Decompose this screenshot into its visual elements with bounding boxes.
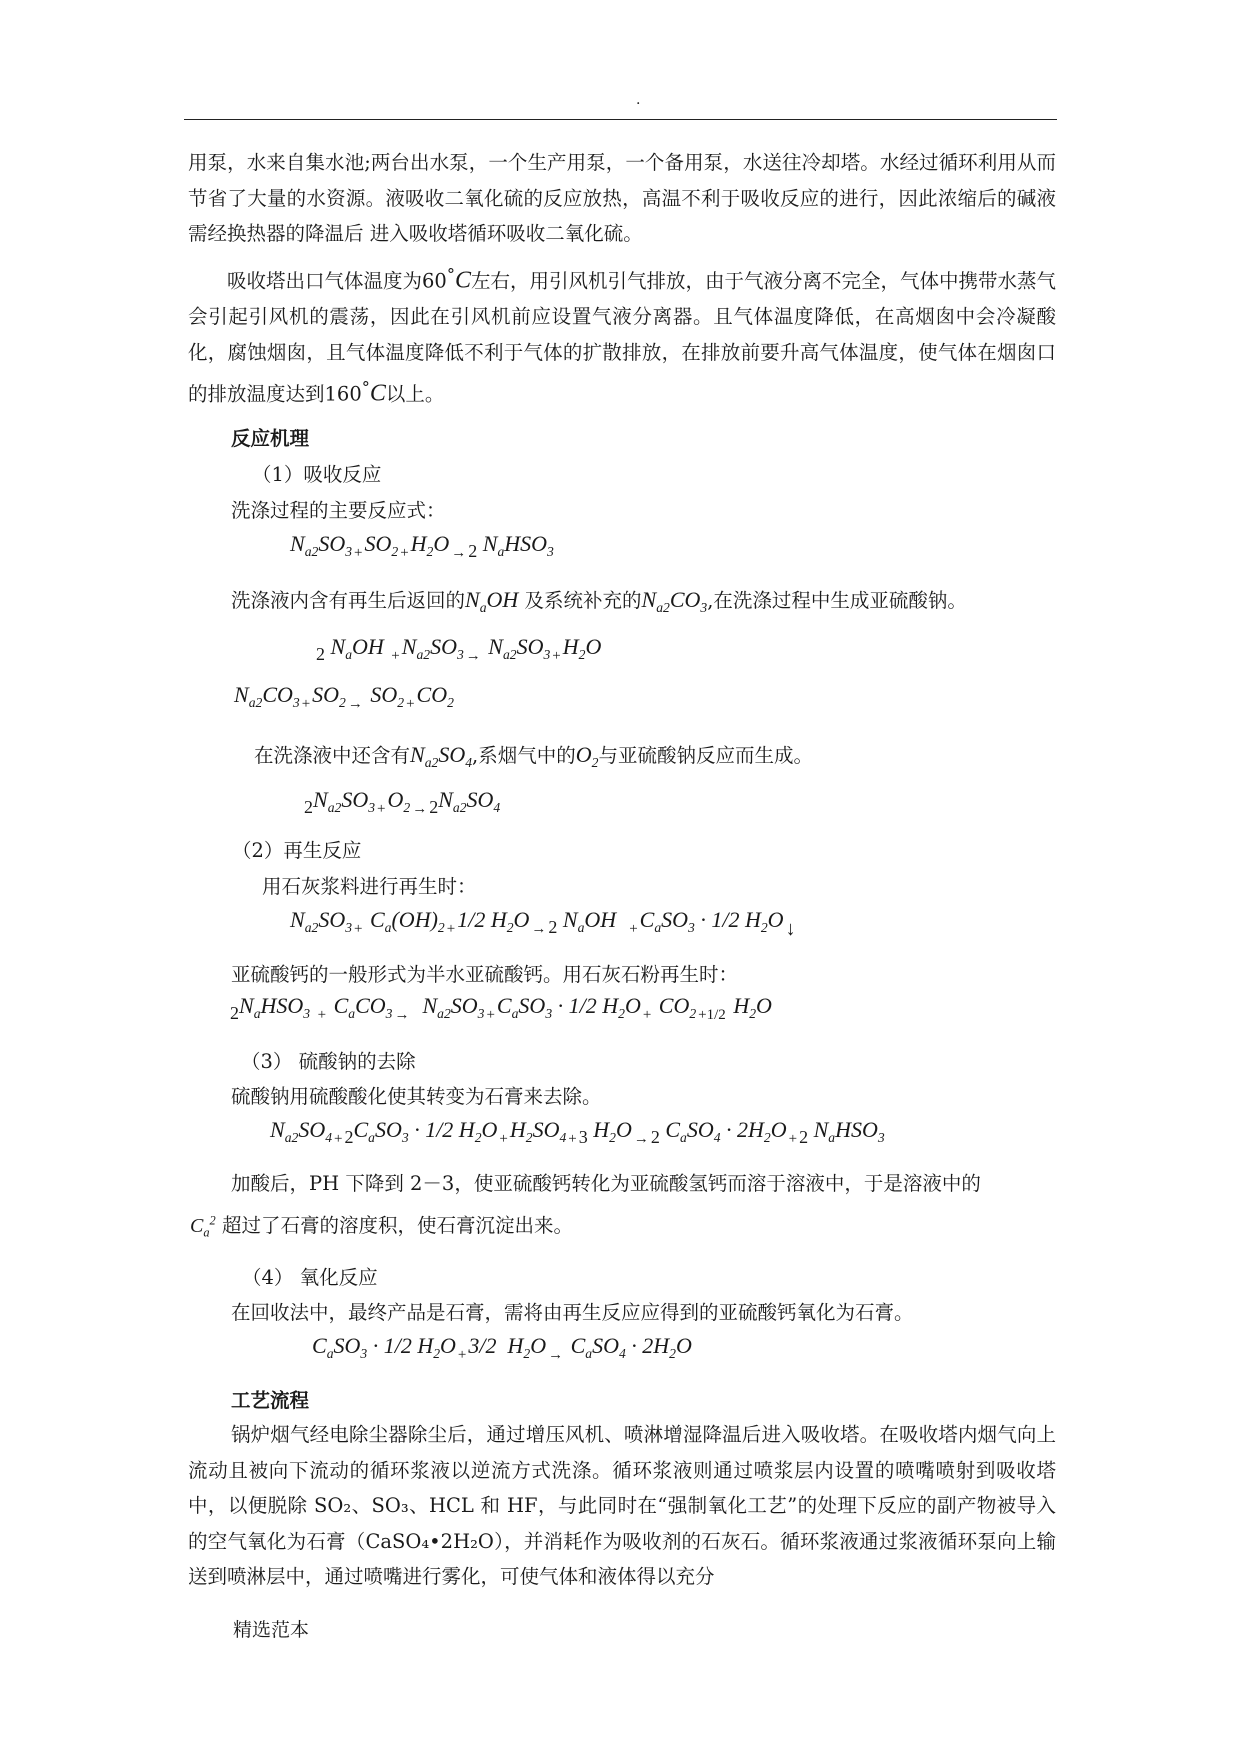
lime-slurry-intro: 用石灰浆料进行再生时：: [262, 875, 477, 898]
equation-absorption-main: $N_{a2}SO_3$ $_+SO_2$ $_+H_2O$ $_\to$ $_2$ $N_aHSO_3$: [290, 531, 554, 561]
header-dot: .: [636, 92, 641, 108]
paragraph-process-flow: 锅炉烟气经电除尘器除尘后，通过增压风机、喷淋增湿降温后进入吸收塔。在吸收塔内烟气向上流动且被向下流动的循环浆液以逆流方式洗涤。循环浆液则通过喷浆层内设置的喷嘴喷射到吸收塔中，以便脱除 SO₂、SO₃、HCL 和 HF，与此同时在“强制氧化工艺”的处理下反应的副产物被导入的空气氧化为石膏（CaSO₄•2H₂O），并消耗作为吸收剂的石灰石。循环浆液通过浆液循环泵向上输送到喷淋层中，通过喷嘴进行雾化，可使气体和液体得以充分: [188, 1423, 1056, 1588]
acidification-description: 加酸后，PH 下降到 2－3，使亚硫酸钙转化为亚硫酸氢钙而溶于溶液中，于是溶液中的: [231, 1172, 981, 1195]
equation-naoh: $_2$ $N_aOH$ $_+N_{a2}SO_3$ $_\to$ $N_{a2}SO_3$ $_+H_2O$: [316, 634, 602, 664]
heading-reaction-mechanism: 反应机理: [231, 427, 310, 450]
equation-limestone-regeneration: $_2N_aHSO_3$ $_+$ $C_aCO_3$ $_\to$ $N_{a2}SO_3$ $_+C_aSO_3 \cdot 1/2$ $H_2O$ $_+$ $CO_2$ $_{+1/2}$ $H_2O$: [230, 993, 772, 1023]
heading-oxidation: （4） 氧化反应: [242, 1266, 378, 1289]
oxidation-description: 在回收法中，最终产品是石膏，需将由再生反应应得到的亚硫酸钙氧化为石膏。: [231, 1301, 914, 1324]
main-equation-intro: 洗涤过程的主要反应式：: [231, 499, 446, 522]
equation-lime-regeneration: $N_{a2}SO_3$ $_+$ $C_a(OH)_2$ $_+$1/2 $H_2O$ $_\to$ $_2$ $N_aOH$ $_+C_aSO_3 \cdot 1/2$ $H_2O$ ↓: [290, 907, 796, 940]
sulfate-removal-description: 硫酸钠用硫酸酸化使其转变为石膏来去除。: [231, 1085, 602, 1108]
paragraph-water-cycle: 用泵，水来自集水池;两台出水泵，一个生产用泵，一个备用泵，水送往冷却塔。水经过循环利用从而节省了大量的水资源。液吸收二氧化硫的反应放热，高温不利于吸收反应的进行，因此浓缩后的碱液需经换热器的降温后 进入吸收塔循环吸收二氧化硫。: [188, 151, 1056, 245]
wash-liquid-description: 洗涤液内含有再生后返回的$N_aOH$ 及系统补充的$N_{a2}CO_3$,在洗涤过程中生成亚硫酸钠。: [231, 587, 967, 615]
header-rule: [184, 119, 1057, 120]
equation-oxidation-sulfite: $_2N_{a2}SO_3$ $_+O_2$ $_\to$ $_2N_{a2}SO_4$: [304, 787, 501, 817]
calcium-ion-description: $C_a^2$ 超过了石膏的溶度积，使石膏沉淀出来。: [190, 1213, 573, 1240]
calcium-sulfite-description: 亚硫酸钙的一般形式为半水亚硫酸钙。用石灰石粉再生时：: [231, 963, 739, 986]
sulfate-formation-description: 在洗涤液中还含有$N_{a2}SO_4$,系烟气中的$O_2$与亚硫酸钠反应而生成。: [254, 742, 813, 770]
footer-label: 精选范本: [233, 1619, 310, 1641]
heading-process-flow: 工艺流程: [231, 1389, 310, 1412]
equation-gypsum-formation: $N_{a2}SO_4$ $_+$ $_2C_aSO_3 \cdot 1/2$ $H_2O$ $_+H_2SO_4$ $_+$ $_3$ $H_2O$ $_\to$ $_2$ $C_aSO_4 \cdot 2H_2O$ $_+$ $_2$ $N_aHSO_3$: [270, 1117, 885, 1147]
equation-na2co3: $N_{a2}CO_3$ $_+SO_2$ $_\to$ $SO_2$ $_+CO_2$: [234, 682, 454, 712]
heading-absorption: （1）吸收反应: [252, 463, 382, 486]
paragraph-outlet-temperature: 吸收塔出口气体温度为60°C左右，用引风机引气排放，由于气液分离不完全，气体中携带水蒸气会引起引风机的震荡，因此在引风机前应设置气液分离器。且气体温度降低，在高烟囱中会冷凝酸化，腐蚀烟囱，且气体温度降低不利于气体的扩散排放，在排放前要升高气体温度，使气体在烟囱口的排放温度达到160°C以上。: [188, 265, 1056, 407]
heading-sulfate-removal: （3） 硫酸钠的去除: [241, 1050, 416, 1073]
equation-gypsum-oxidation: $C_aSO_3 \cdot 1/2$ $H_2O$ $_+$3/2 $H_2O$ $_\to$ $C_aSO_4 \cdot 2H_2O$: [312, 1333, 692, 1363]
heading-regeneration: （2）再生反应: [232, 839, 362, 862]
